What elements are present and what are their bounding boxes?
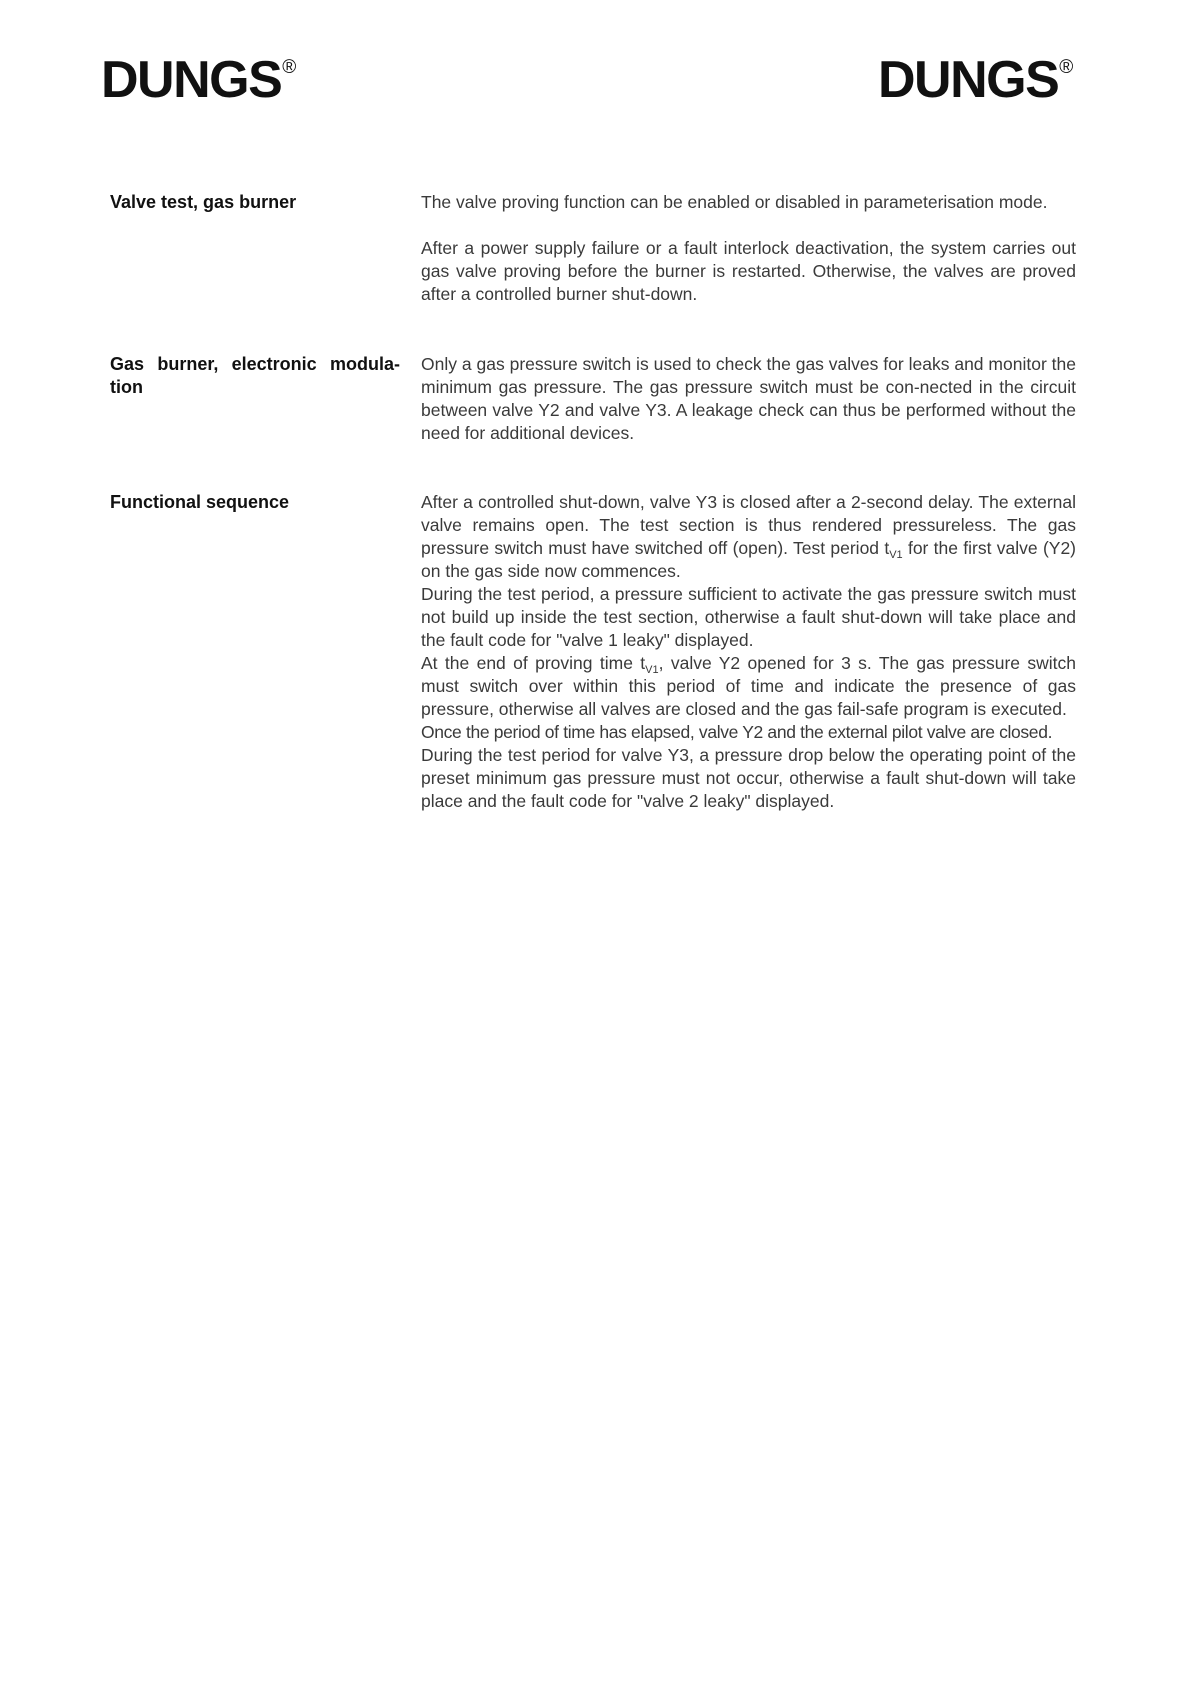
section-heading: Functional sequence <box>110 492 290 512</box>
paragraph: Only a gas pressure switch is used to check the gas valves for leaks and monitor the minimum gas pressure. The gas pressure switch must be con-nected in the circuit between valve Y2 and valve Y3. A leakage check can thus be performed without the need for additional devices. <box>421 354 1076 443</box>
logo-text: DUNGS <box>878 51 1059 109</box>
paragraph: During the test period, a pressure sufficient to activate the gas pressure switch must not build up inside the test section, otherwise a fault shut-down will take place and the fault code for "valve 1 leaky" displayed. <box>421 584 1076 650</box>
dungs-logo-right <box>878 51 1074 109</box>
text-run: for the first valve (Y2) on the gas side now commences. <box>421 538 1077 581</box>
registered-mark: ® <box>282 56 297 78</box>
section-body <box>421 191 1076 306</box>
subscript: V1 <box>645 664 659 676</box>
section-body <box>421 491 1076 813</box>
text-run: After a controlled shut-down, valve Y3 is closed after a 2-second delay. The external valve remains open. The test section is thus rendered pressureless. The gas pressure switch must have switched off (open). Test period t <box>421 492 1076 558</box>
logo-text: DUNGS <box>101 51 282 109</box>
registered-mark: ® <box>1059 56 1074 78</box>
paragraph: Once the period of time has elapsed, valve Y2 and the external pilot valve are closed. <box>421 722 1053 742</box>
section-heading: Valve test, gas burner <box>110 192 297 212</box>
paragraph: During the test period for valve Y3, a pressure drop below the operating point of the preset minimum gas pressure must not occur, otherwise a fault shut-down will take place and the fault code for "valve 2 leaky" displayed. <box>421 745 1076 811</box>
subscript: V1 <box>889 549 903 561</box>
dungs-logo-left <box>101 51 297 109</box>
paragraph: The valve proving function can be enabled or disabled in parameterisation mode. <box>421 192 1048 212</box>
paragraph <box>421 652 1076 721</box>
paragraph: After a power supply failure or a fault interlock deactivation, the system carries out gas valve proving before the burner is restarted. Otherwise, the valves are proved after a controlled burner shut-down. <box>421 238 1076 304</box>
paragraph <box>421 491 1076 583</box>
text-run: At the end of proving time t <box>421 653 646 673</box>
section-heading-text: Gas burner, electronic modula-tion <box>110 354 400 397</box>
text-run: , valve Y2 opened for 3 s. The gas pressure switch must switch over within this period of time and indicate the presence of gas pressure, otherwise all valves are closed and the gas fail-safe program is executed. <box>421 653 1076 719</box>
section-body <box>421 353 1076 445</box>
section-heading <box>110 353 400 399</box>
